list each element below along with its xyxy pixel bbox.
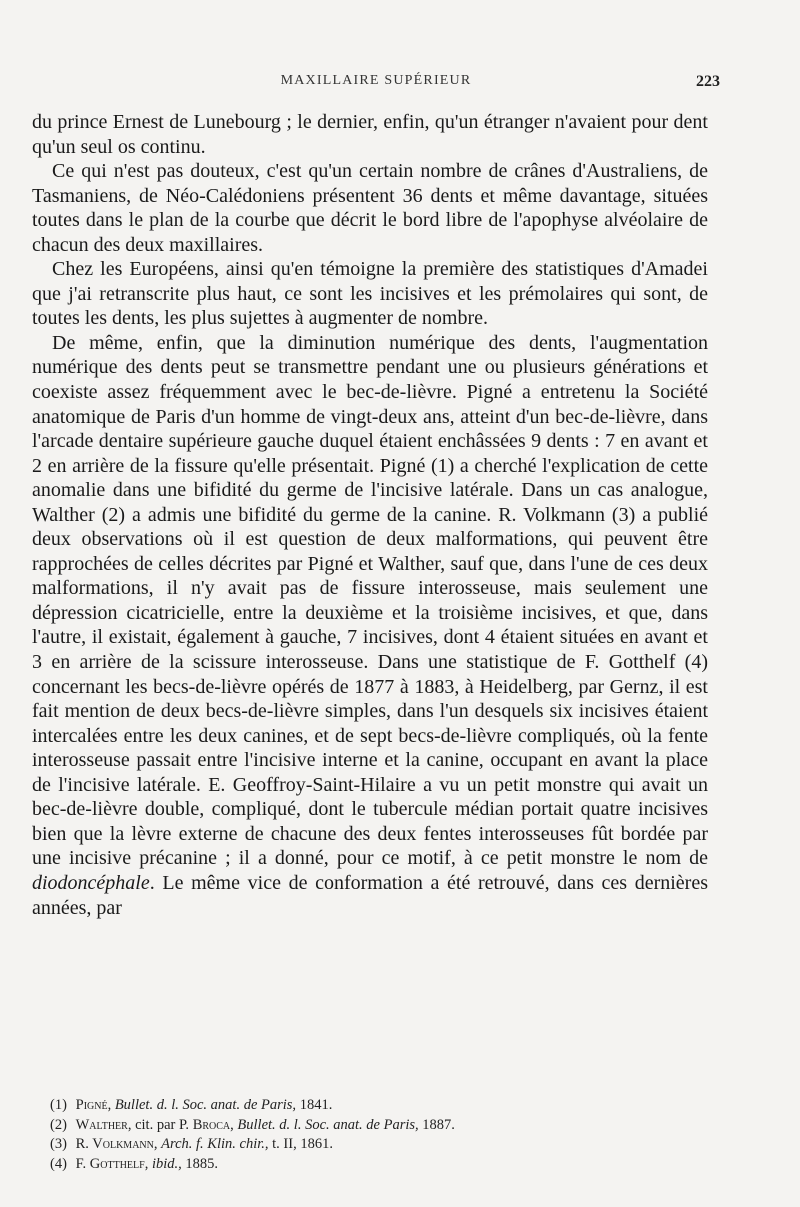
footnote-number: (4) xyxy=(50,1155,67,1172)
footnote-number: (3) xyxy=(50,1136,67,1152)
paragraph: Ce qui n'est pas douteux, c'est qu'un certain nombre de crânes d'Australiens, de Tasmaniens, de Néo-Calédoniens présentent 36 dents et même davantage, situées toutes dans le plan de la courbe que décrit le bord libre de l'apophyse alvéolaire de chacun des deux maxillaires. xyxy=(32,160,708,256)
paragraph-continuation: du prince Ernest de Lunebourg ; le dernier, enfin, qu'un étranger n'avaient pour dent qu'un seul os continu. xyxy=(32,111,708,158)
page-header xyxy=(32,73,720,93)
footnote-author: R. Volkmann, xyxy=(75,1136,158,1152)
footnote-author: Broca, xyxy=(192,1116,234,1133)
footnote-1 xyxy=(50,1096,710,1116)
footnote-4 xyxy=(50,1155,710,1175)
paragraph xyxy=(32,331,708,920)
footnote-pre: cit. par P. xyxy=(135,1116,190,1133)
footnote-number: (1) xyxy=(50,1097,67,1113)
page-number: 223 xyxy=(696,73,720,90)
footnote-title: Bullet. d. l. Soc. anat. de Paris, xyxy=(114,1097,297,1113)
italic-term: diodoncéphale xyxy=(32,871,150,894)
footnote-author: Walther, xyxy=(75,1116,132,1133)
footnote-rest: 1841. xyxy=(299,1097,333,1113)
paragraph-text: . Le même vice de conformation a été retrouvé, dans ces dernières années, par xyxy=(32,871,708,919)
footnote-rest: t. II, 1861. xyxy=(272,1136,333,1152)
footnote-author: Pigné, xyxy=(75,1097,112,1113)
footnote-author: F. Gotthelf, xyxy=(75,1155,149,1172)
running-head: MAXILLAIRE SUPÉRIEUR xyxy=(280,73,472,88)
footnote-number: (2) xyxy=(50,1116,67,1133)
footnote-rest: 1885. xyxy=(185,1155,219,1172)
footnote-3 xyxy=(50,1135,710,1155)
footnote-title: Bullet. d. l. Soc. anat. de Paris, xyxy=(237,1116,419,1133)
paragraph-text: De même, enfin, que la diminution numérique des dents, l'augmentation numérique des dents peut se transmettre pendant une ou plusieurs générations et coexiste assez fréquemment avec le bec-de-lièvre. Pigné a entretenu la Société anatomique de Paris d'un homme de vingt-deux ans, atteint d'un bec-de-lièvre, dans l'arcade dentaire supérieure gauche duquel étaient enchâssées 9 dents : 7 en avant et 2 en arrière de la fissure qu'elle présentait. Pigné (1) a cherché l'explication de cette anomalie dans une bifidité du germe de l'incisive latérale. Dans un cas analogue, Walther (2) a admis une bifidité du germe de la canine. R. Volkmann (3) a publié deux observations où il est question de deux malformations, qui peuvent être rapprochées de celles décrites par Pigné et Walther, sauf que, dans l'une de ces deux malformations, il n'y avait pas de fissure interosseuse, mais seulement une dépression cicatricielle, entre la deuxième et la troisième incisives, et que, dans l'autre, il existait, également à gauche, 7 incisives, dont 4 étaient situées en avant et 3 en arrière de la scissure interosseuse. Dans une statistique de F. Gotthelf (4) concernant les becs-de-lièvre opérés de 1877 à 1883, à Heidelberg, par Gernz, il est fait mention de deux becs-de-lièvre simples, dans l'un desquels six incisives étaient intercalées entre les deux canines, et de sept becs-de-lièvre compliqués, où la fente interosseuse passait entre l'incisive interne et la canine, occupant en avant la place de l'incisive latérale. E. Geoffroy-Saint-Hilaire a vu un petit monstre qui avait un bec-de-lièvre double, compliqué, dont le tubercule médian portait quatre incisives bien que la lèvre externe de chacune des deux fentes interosseuses fût bordée par une incisive précanine ; il a donné, pour ce motif, à ce petit monstre le nom de xyxy=(32,331,708,870)
footnote-title: Arch. f. Klin. chir., xyxy=(161,1136,269,1152)
footnote-2 xyxy=(50,1116,710,1136)
footnote-title: ibid., xyxy=(151,1155,182,1172)
paragraph: Chez les Européens, ainsi qu'en témoigne la première des statistiques d'Amadei que j'ai retranscrite plus haut, ce sont les incisives et les prémolaires qui sont, de toutes les dents, les plus sujettes à augmenter de nombre. xyxy=(32,258,708,330)
body-text xyxy=(32,110,708,920)
footnotes xyxy=(50,1096,710,1174)
footnote-rest: 1887. xyxy=(422,1116,455,1133)
